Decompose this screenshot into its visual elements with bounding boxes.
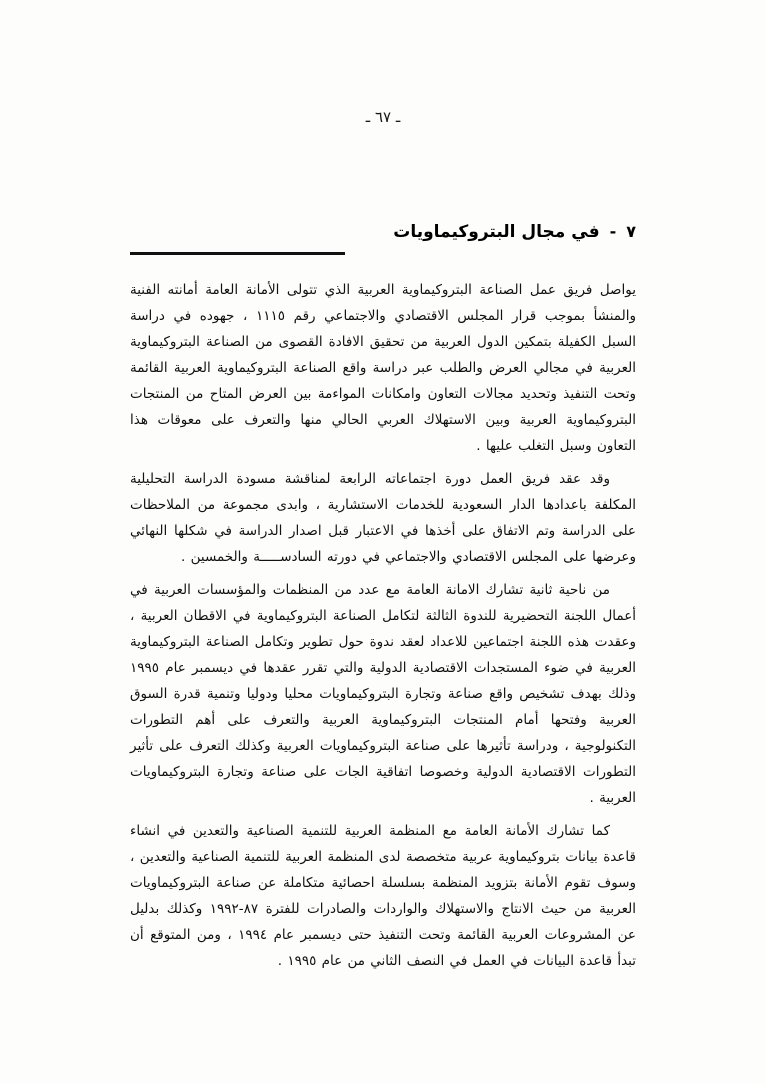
heading-underline	[130, 252, 345, 255]
section-heading	[130, 222, 636, 242]
heading-underline-wrap	[130, 248, 636, 255]
paragraph-1: يواصل فريق عمل الصناعة البتروكيماوية العربية الذي تتولى الأمانة العامة أمانته الفنية والمنشأ بموجب قرار المجلس الاقتصادي والاجتماعي رقم ١١١٥ ، جهوده في دراسة السبل الكفيلة بتمكين الدول العربية من تحقيق الافادة القصوى من الصناعة البتروكيماوية العربية في مجالي العرض والطلب عبر دراسة واقع الصناعة البتروكيماوية العربية القائمة وتحت التنفيذ وتحديد مجالات التعاون وامكانات المواءمة بين العرض المتاح من المنتجات البتروكيماوية العربية وبين الاستهلاك العربي الحالي منها والتعرف على معوقات هذا التعاون وسبل التغلب عليها .	[130, 282, 636, 454]
page-content	[130, 222, 636, 981]
section-title: في مجال البتروكيماويات	[393, 222, 600, 242]
section-dash: -	[609, 222, 617, 241]
paragraph-3: من ناحية ثانية تشارك الامانة العامة مع عدد من المنظمات والمؤسسات العربية في أعمال اللجنة التحضيرية للندوة الثالثة لتكامل الصناعة البتروكيماوية في الاقطان العربية ، وعقدت هذه اللجنة اجتماعين للاعداد لعقد ندوة حول تطوير وتكامل الصناعة البتروكيماوية العربية في ضوء المستجدات الاقتصادية الدولية والتي تقرر عقدها في ديسمبر عام ١٩٩٥ وذلك بهدف تشخيص واقع صناعة وتجارة البتروكيماويات محليا ودوليا وتنمية قدرة السوق العربية وفتحها أمام المنتجات البتروكيماوية العربية والتعرف على أهم التطورات التكنولوجية ، ودراسة تأثيرها على صناعة البتروكيماويات العربية وكذلك التعرف على تأثير التطورات الاقتصادية الدولية وخصوصا اتفاقية الجات على صناعة وتجارة البتروكيماويات العربية .	[130, 582, 636, 806]
section-number: ٧	[626, 222, 636, 241]
paragraph-4: كما تشارك الأمانة العامة مع المنظمة العربية للتنمية الصناعية والتعدين في انشاء قاعدة بيانات بتروكيماوية عربية متخصصة لدى المنظمة العربية للتنمية الصناعية والتعدين ، وسوف تقوم الأمانة بتزويد المنظمة بسلسلة احصائية متكاملة عن صناعة البتروكيماويات العربية من حيث الانتاج والاستهلاك والواردات والصادرات للفترة ٨٧-١٩٩٢ وكذلك بدليل عن المشروعات العربية القائمة وتحت التنفيذ حتى ديسمبر عام ١٩٩٤ ، ومن المتوقع أن تبدأ قاعدة البيانات في العمل في النصف الثاني من عام ١٩٩٥ .	[130, 823, 636, 969]
paragraph-2: وقد عقد فريق العمل دورة اجتماعاته الرابعة لمناقشة مسودة الدراسة التحليلية المكلفة باعدادها الدار السعودية للخدمات الاستشارية ، وابدى مجموعة من الملاحظات على الدراسة وتم الاتفاق على أخذها في الاعتبار قبل اصدار الدراسة في شكلها النهائي وعرضها على المجلس الاقتصادي والاجتماعي في دورته السادســـــة والخمسين .	[130, 471, 636, 565]
page-number: ـ ٦٧ ـ	[365, 108, 401, 126]
